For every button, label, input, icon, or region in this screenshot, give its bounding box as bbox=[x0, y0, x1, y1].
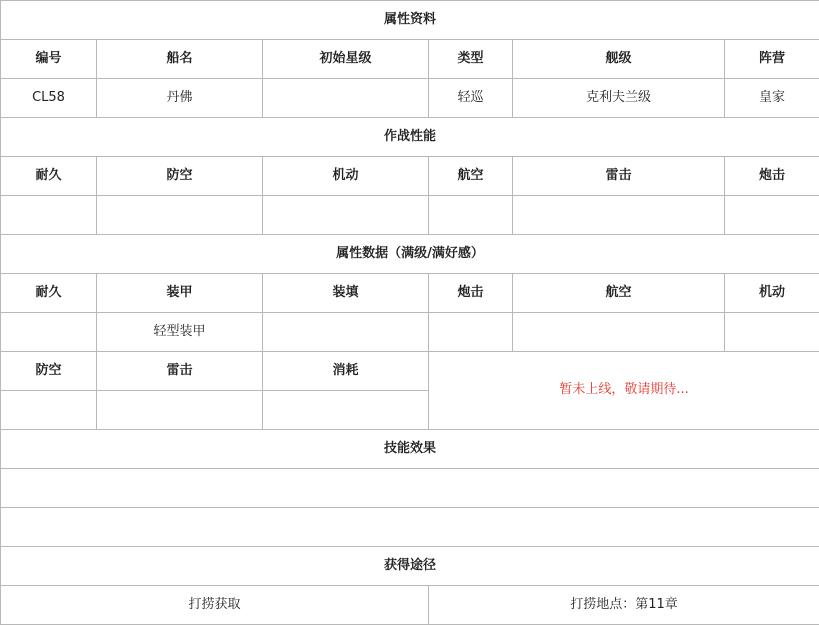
section-row-acquire bbox=[1, 547, 819, 586]
section-row-combat bbox=[1, 118, 819, 157]
header-firepower: 炮击 bbox=[725, 157, 819, 196]
value-stat-antiair bbox=[1, 391, 97, 430]
table-row-stats-headers-1 bbox=[1, 274, 819, 313]
value-initial-rarity bbox=[263, 79, 429, 118]
value-aviation bbox=[429, 196, 513, 235]
table-row-acquire bbox=[1, 586, 819, 625]
value-stat-mobility bbox=[725, 313, 819, 352]
value-stat-torpedo bbox=[97, 391, 263, 430]
header-durability: 耐久 bbox=[1, 157, 97, 196]
header-stat-durability: 耐久 bbox=[1, 274, 97, 313]
section-title-combat: 作战性能 bbox=[1, 118, 819, 157]
value-stat-reload bbox=[263, 313, 429, 352]
header-faction: 阵营 bbox=[725, 40, 819, 79]
section-title-skills: 技能效果 bbox=[1, 430, 819, 469]
table-row-combat-values bbox=[1, 196, 819, 235]
header-antiair: 防空 bbox=[97, 157, 263, 196]
value-ship-name: 丹佛 bbox=[97, 79, 263, 118]
header-stat-torpedo: 雷击 bbox=[97, 352, 263, 391]
value-stat-consumption bbox=[263, 391, 429, 430]
header-stat-consumption: 消耗 bbox=[263, 352, 429, 391]
section-row-stats bbox=[1, 235, 819, 274]
value-stat-aviation bbox=[513, 313, 725, 352]
value-firepower bbox=[725, 196, 819, 235]
value-durability bbox=[1, 196, 97, 235]
value-code: CL58 bbox=[1, 79, 97, 118]
header-stat-antiair: 防空 bbox=[1, 352, 97, 391]
header-code: 编号 bbox=[1, 40, 97, 79]
table-row-stats-values-1 bbox=[1, 313, 819, 352]
header-stat-reload: 装填 bbox=[263, 274, 429, 313]
header-torpedo: 雷击 bbox=[513, 157, 725, 196]
header-initial-rarity: 初始星级 bbox=[263, 40, 429, 79]
value-antiair bbox=[97, 196, 263, 235]
table-row-combat-headers bbox=[1, 157, 819, 196]
value-type: 轻巡 bbox=[429, 79, 513, 118]
table-row-skill-1 bbox=[1, 469, 819, 508]
header-stat-armor: 装甲 bbox=[97, 274, 263, 313]
value-acquire-method: 打捞获取 bbox=[1, 586, 429, 625]
section-row-attributes bbox=[1, 1, 819, 40]
header-stat-aviation: 航空 bbox=[513, 274, 725, 313]
section-title-attributes: 属性资料 bbox=[1, 1, 819, 40]
value-stat-firepower bbox=[429, 313, 513, 352]
section-row-skills bbox=[1, 430, 819, 469]
value-stat-armor: 轻型装甲 bbox=[97, 313, 263, 352]
value-skill-2 bbox=[1, 508, 819, 547]
value-acquire-location: 打捞地点：第11章 bbox=[429, 586, 819, 625]
section-title-stats: 属性数据（满级/满好感） bbox=[1, 235, 819, 274]
table-row-attributes-values bbox=[1, 79, 819, 118]
header-stat-mobility: 机动 bbox=[725, 274, 819, 313]
header-stat-firepower: 炮击 bbox=[429, 274, 513, 313]
value-class: 克利夫兰级 bbox=[513, 79, 725, 118]
header-aviation: 航空 bbox=[429, 157, 513, 196]
header-mobility: 机动 bbox=[263, 157, 429, 196]
table-row-stats-headers-2 bbox=[1, 352, 819, 391]
section-title-acquire: 获得途径 bbox=[1, 547, 819, 586]
header-ship-name: 船名 bbox=[97, 40, 263, 79]
value-skill-1 bbox=[1, 469, 819, 508]
value-mobility bbox=[263, 196, 429, 235]
value-faction: 皇家 bbox=[725, 79, 819, 118]
value-torpedo bbox=[513, 196, 725, 235]
header-type: 类型 bbox=[429, 40, 513, 79]
table-row-attributes-headers bbox=[1, 40, 819, 79]
value-stat-durability bbox=[1, 313, 97, 352]
table-row-skill-2 bbox=[1, 508, 819, 547]
header-class: 舰级 bbox=[513, 40, 725, 79]
notice-not-released: 暂未上线，敬请期待... bbox=[429, 352, 819, 430]
